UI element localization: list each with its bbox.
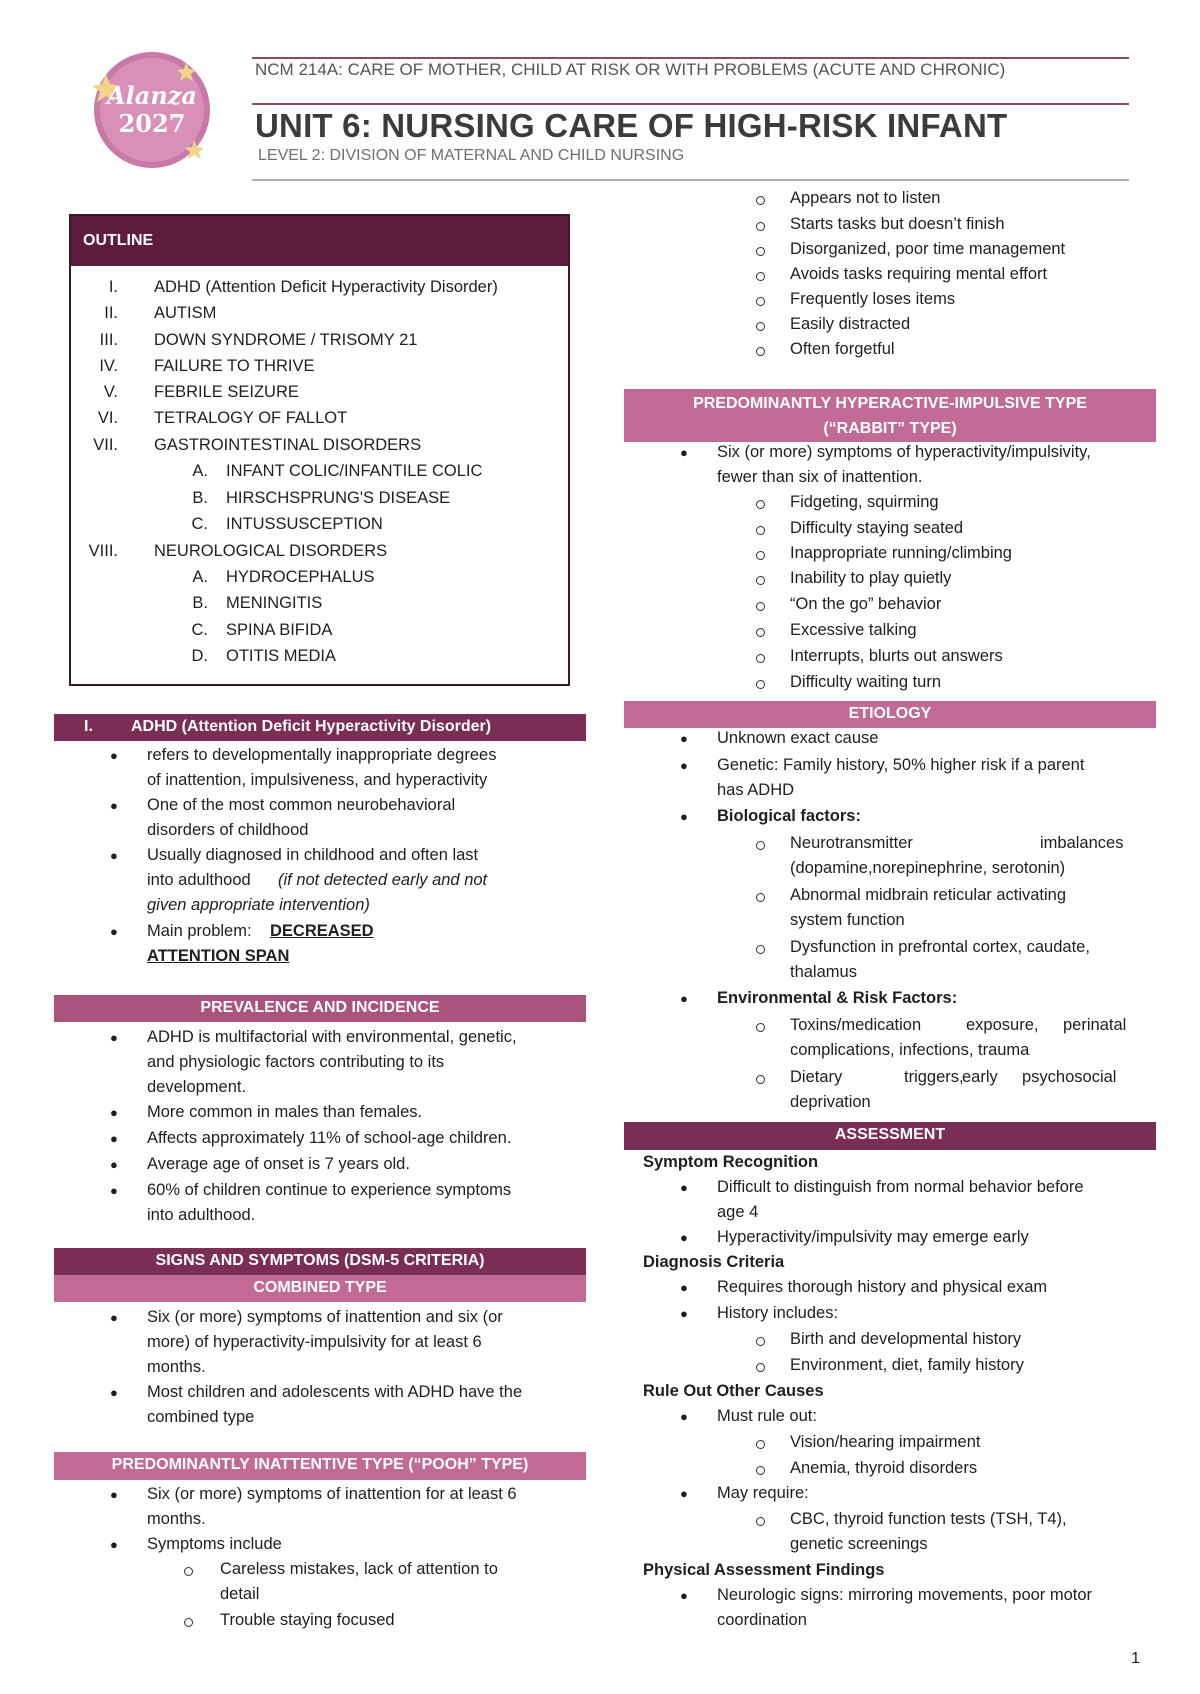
bullet-circle-icon (756, 945, 765, 954)
bullet-dot-icon: ● (680, 1230, 688, 1245)
outline-item-text: MENINGITIS (226, 594, 323, 612)
text-line: deprivation (790, 1093, 871, 1111)
bullet-dot-icon: ● (110, 1105, 118, 1120)
adhd-heading-text: ADHD (Attention Deficit Hyperactivity Disorder) (131, 718, 492, 735)
etiology-heading: ETIOLOGY (624, 701, 1156, 728)
bullet-circle-icon (756, 1075, 765, 1084)
bullet-dot-icon: ● (110, 1310, 118, 1325)
bullet-dot-icon: ● (110, 1157, 118, 1172)
text-line: Excessive talking (790, 621, 917, 639)
text-line: (dopamine,norepinephrine, serotonin) (790, 859, 1066, 877)
course-title: NCM 214A: CARE OF MOTHER, CHILD AT RISK OR WITH PROBLEMS (ACUTE AND CHRONIC) (255, 60, 1006, 79)
text-line: months. (147, 1358, 206, 1376)
text-line: more) of hyperactivity-impulsivity for at least 6 (147, 1333, 482, 1351)
text-line: Biological factors: (717, 807, 861, 825)
text-line: Careless mistakes, lack of attention to (220, 1560, 498, 1578)
outline-item-text: INTUSSUSCEPTION (226, 515, 383, 533)
text-line: Vision/hearing impairment (790, 1433, 981, 1451)
text-line: Main problem: (147, 922, 252, 940)
text-line: Neurologic signs: mirroring movements, poor motor (717, 1586, 1093, 1604)
bullet-circle-icon (756, 297, 765, 306)
text-line: Toxins/medication (790, 1016, 922, 1034)
bullet-dot-icon: ● (110, 1537, 118, 1552)
level-subtitle: LEVEL 2: DIVISION OF MATERNAL AND CHILD NURSING (258, 147, 685, 164)
bullet-circle-icon (756, 1466, 765, 1475)
bullet-dot-icon: ● (110, 748, 118, 763)
bullet-dot-icon: ● (680, 1180, 688, 1195)
text-line: Interrupts, blurts out answers (790, 647, 1003, 665)
text-line: Dietary (790, 1068, 843, 1086)
bullet-circle-icon (756, 247, 765, 256)
text-line: May require: (717, 1484, 809, 1502)
text-line: Disorganized, poor time management (790, 240, 1066, 258)
text-line: development. (147, 1078, 247, 1096)
text-line: Difficulty staying seated (790, 519, 964, 537)
text-line: of inattention, impulsiveness, and hyperactivity (147, 771, 488, 789)
bullet-dot-icon: ● (110, 798, 118, 813)
bullet-circle-icon (756, 322, 765, 331)
bullet-circle-icon (756, 272, 765, 281)
hyperactive-type-heading (624, 389, 1156, 442)
header-rule-bottom (252, 179, 1129, 181)
bullet-circle-icon (756, 654, 765, 663)
bullet-circle-icon (756, 893, 765, 902)
bullet-dot-icon: ● (110, 1183, 118, 1198)
text-line: Requires thorough history and physical exam (717, 1278, 1048, 1296)
bullet-circle-icon (756, 1517, 765, 1526)
outline-item-number: I. (108, 278, 118, 296)
text-line: Frequently loses items (790, 290, 956, 308)
bullet-circle-icon (756, 1337, 765, 1346)
page-number: 1 (1131, 1650, 1140, 1667)
text-line: Rule Out Other Causes (643, 1382, 824, 1400)
outline-item-number: B. (192, 489, 208, 507)
adhd-section-heading (54, 714, 586, 741)
text-line: into adulthood. (147, 1206, 256, 1224)
bullet-circle-icon (184, 1618, 193, 1627)
svg-text:2027: 2027 (118, 109, 186, 138)
bullet-circle-icon (756, 628, 765, 637)
bullet-circle-icon (756, 841, 765, 850)
text-line: Fidgeting, squirming (790, 493, 939, 511)
text-line: Inability to play quietly (790, 569, 952, 587)
outline-item-number: C. (191, 621, 208, 639)
text-line: Usually diagnosed in childhood and often last (147, 846, 479, 864)
bullet-dot-icon: ● (110, 1385, 118, 1400)
outline-item-text: FAILURE TO THRIVE (154, 357, 315, 375)
bullet-circle-icon (756, 602, 765, 611)
bullet-circle-icon (756, 680, 765, 689)
outline-item-number: B. (192, 594, 208, 612)
bullet-circle-icon (756, 222, 765, 231)
text-line: psychosocial (1022, 1068, 1117, 1086)
bullet-dot-icon: ● (110, 924, 118, 939)
outline-item-number: A. (192, 568, 208, 586)
text-line: Must rule out: (717, 1407, 817, 1425)
outline-item-text: DOWN SYNDROME / TRISOMY 21 (154, 331, 418, 349)
bullet-dot-icon: ● (680, 1409, 688, 1424)
bullet-dot-icon: ● (110, 1030, 118, 1045)
prevalence-heading: PREVALENCE AND INCIDENCE (54, 995, 586, 1022)
text-line: Genetic: Family history, 50% higher risk if a parent (717, 756, 1085, 774)
text-line: genetic screenings (790, 1535, 928, 1553)
text-line: Avoids tasks requiring mental effort (790, 265, 1048, 283)
signs-heading: SIGNS AND SYMPTOMS (DSM-5 CRITERIA) (54, 1248, 586, 1275)
text-line: age 4 (717, 1203, 759, 1221)
text-line: imbalances (1040, 834, 1124, 852)
text-line: thalamus (790, 963, 857, 981)
header-rule-mid (252, 103, 1129, 105)
text-line: Difficult to distinguish from normal behavior before (717, 1178, 1084, 1196)
text-line: system function (790, 911, 905, 929)
text-line: Difficulty waiting turn (790, 673, 942, 691)
text-line: triggers, (904, 1068, 964, 1086)
text-line: and physiologic factors contributing to its (147, 1053, 445, 1071)
text-line: Most children and adolescents with ADHD have the (147, 1383, 523, 1401)
bullet-circle-icon (184, 1567, 193, 1576)
text-line: disorders of childhood (147, 821, 309, 839)
outline-item-number: III. (99, 331, 118, 349)
text-line: ATTENTION SPAN (147, 947, 290, 965)
hyperactive-heading-line1: PREDOMINANTLY HYPERACTIVE-IMPULSIVE TYPE (693, 395, 1087, 412)
bullet-dot-icon: ● (110, 848, 118, 863)
bullet-dot-icon: ● (680, 991, 688, 1006)
hyperactive-heading-line2: (“RABBIT” TYPE) (823, 420, 957, 437)
bullet-dot-icon: ● (680, 731, 688, 746)
text-line: History includes: (717, 1304, 839, 1322)
outline-item-number: VII. (93, 436, 118, 454)
unit-title: UNIT 6: NURSING CARE OF HIGH-RISK INFANT (255, 107, 1008, 144)
text-line: fewer than six of inattention. (717, 468, 923, 486)
bullet-dot-icon: ● (110, 1487, 118, 1502)
text-line: detail (220, 1585, 260, 1603)
bullet-dot-icon: ● (680, 1280, 688, 1295)
text-line: Dysfunction in prefrontal cortex, caudate, (790, 938, 1090, 956)
text-line: coordination (717, 1611, 807, 1629)
text-line: combined type (147, 1408, 255, 1426)
text-line: Appears not to listen (790, 189, 941, 207)
outline-item-number: II. (104, 304, 118, 322)
text-line: DECREASED (270, 922, 374, 940)
outline-item-text: ADHD (Attention Deficit Hyperactivity Disorder) (154, 278, 498, 296)
text-line: early (962, 1068, 998, 1086)
text-line: CBC, thyroid function tests (TSH, T4), (790, 1510, 1067, 1528)
text-line: has ADHD (717, 781, 795, 799)
outline-item-number: C. (191, 515, 208, 533)
outline-item-text: OTITIS MEDIA (226, 647, 337, 665)
outline-item-text: TETRALOGY OF FALLOT (154, 409, 348, 427)
bullet-dot-icon: ● (680, 445, 688, 460)
svg-text:Alanza: Alanza (107, 81, 197, 110)
bullet-dot-icon: ● (680, 1306, 688, 1321)
text-line: Symptoms include (147, 1535, 282, 1553)
text-line: 60% of children continue to experience symptoms (147, 1181, 512, 1199)
text-line: Average age of onset is 7 years old. (147, 1155, 410, 1173)
outline-item-text: HYDROCEPHALUS (226, 568, 375, 586)
outline-item-text: INFANT COLIC/INFANTILE COLIC (226, 462, 483, 480)
outline-item-text: AUTISM (154, 304, 217, 322)
combined-type-heading: COMBINED TYPE (54, 1275, 586, 1302)
text-line: Affects approximately 11% of school-age children. (147, 1129, 512, 1147)
text-line: Easily distracted (790, 315, 911, 333)
text-line: Six (or more) symptoms of hyperactivity/impulsivity, (717, 443, 1091, 461)
text-line: Abnormal midbrain reticular activating (790, 886, 1067, 904)
text-line: Hyperactivity/impulsivity may emerge early (717, 1228, 1029, 1246)
text-line: Anemia, thyroid disorders (790, 1459, 978, 1477)
adhd-heading-num: I. (84, 718, 93, 735)
text-line: Birth and developmental history (790, 1330, 1022, 1348)
outline-item-number: VI. (97, 409, 118, 427)
text-line: Inappropriate running/climbing (790, 544, 1012, 562)
bullet-dot-icon: ● (680, 809, 688, 824)
text-line: perinatal (1063, 1016, 1127, 1034)
bullet-circle-icon (756, 347, 765, 356)
text-line: complications, infections, trauma (790, 1041, 1030, 1059)
text-line: Environment, diet, family history (790, 1356, 1024, 1374)
bullet-circle-icon (756, 500, 765, 509)
text-line: given appropriate intervention) (147, 896, 370, 914)
outline-item-text: FEBRILE SEIZURE (154, 383, 299, 401)
outline-item-number: A. (192, 462, 208, 480)
text-line: Symptom Recognition (643, 1153, 819, 1171)
bullet-dot-icon: ● (680, 758, 688, 773)
text-line: Six (or more) symptoms of inattention for at least 6 (147, 1485, 517, 1503)
text-line: “On the go” behavior (790, 595, 942, 613)
text-line: Physical Assessment Findings (643, 1561, 885, 1579)
text-line: into adulthood (147, 871, 251, 889)
text-line: exposure, (966, 1016, 1039, 1034)
header-rule-top (252, 57, 1129, 59)
outline-item-number: V. (103, 383, 118, 401)
text-line: Neurotransmitter (790, 834, 913, 852)
inattentive-type-heading: PREDOMINANTLY INATTENTIVE TYPE (“POOH” TYPE) (54, 1452, 586, 1480)
text-line: ADHD is multifactorial with environmental, genetic, (147, 1028, 517, 1046)
outline-item-number: IV. (99, 357, 118, 375)
outline-item-text: SPINA BIFIDA (226, 621, 333, 639)
bullet-circle-icon (756, 551, 765, 560)
bullet-circle-icon (756, 576, 765, 585)
outline-title: OUTLINE (71, 216, 568, 266)
bullet-circle-icon (756, 1023, 765, 1032)
bullet-dot-icon: ● (680, 1588, 688, 1603)
text-line: Environmental & Risk Factors: (717, 989, 958, 1007)
bullet-circle-icon (756, 196, 765, 205)
text-line: Often forgetful (790, 340, 895, 358)
outline-item-number: VIII. (88, 542, 118, 560)
bullet-circle-icon (756, 1363, 765, 1372)
outline-item-text: GASTROINTESTINAL DISORDERS (154, 436, 422, 454)
bullet-dot-icon: ● (680, 1486, 688, 1501)
text-line: refers to developmentally inappropriate degrees (147, 746, 497, 764)
outline-item-text: NEUROLOGICAL DISORDERS (154, 542, 388, 560)
bullet-dot-icon: ● (110, 1131, 118, 1146)
alanza-logo (86, 44, 218, 176)
text-line: months. (147, 1510, 206, 1528)
bullet-circle-icon (756, 1440, 765, 1449)
text-line: More common in males than females. (147, 1103, 423, 1121)
text-line: (if not detected early and not (278, 871, 488, 889)
text-line: Trouble staying focused (220, 1611, 395, 1629)
outline-item-text: HIRSCHSPRUNG'S DISEASE (226, 489, 451, 507)
assessment-heading: ASSESSMENT (624, 1122, 1156, 1150)
text-line: One of the most common neurobehavioral (147, 796, 456, 814)
text-line: Starts tasks but doesn’t finish (790, 215, 1005, 233)
text-line: Diagnosis Criteria (643, 1253, 785, 1271)
outline-item-number: D. (191, 647, 208, 665)
text-line: Unknown exact cause (717, 729, 879, 747)
text-line: Six (or more) symptoms of inattention and six (or (147, 1308, 503, 1326)
bullet-circle-icon (756, 526, 765, 535)
